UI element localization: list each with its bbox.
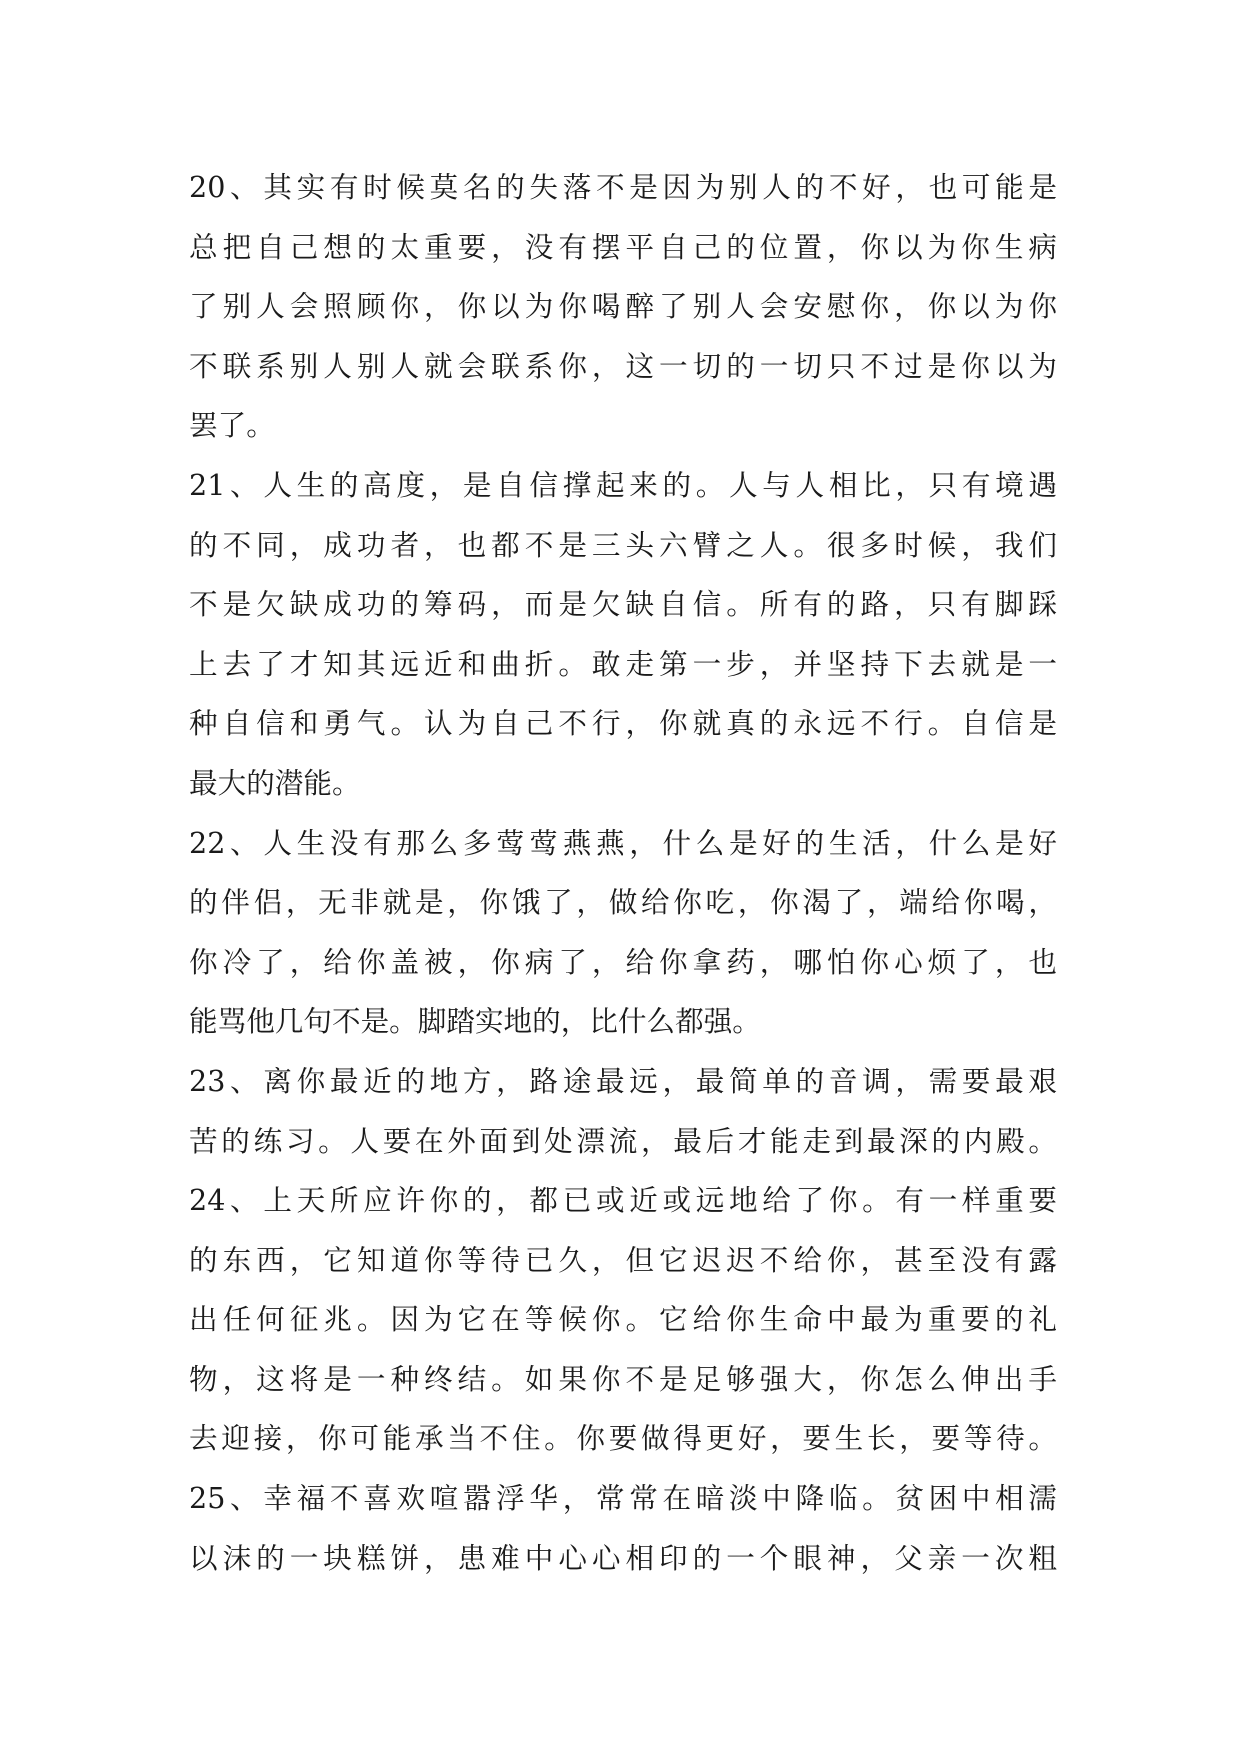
text-line: 上去了才知其远近和曲折。敢走第一步，并坚持下去就是一 (189, 646, 1057, 681)
text-line: 不是欠缺成功的筹码，而是欠缺自信。所有的路，只有脚踩 (189, 587, 1057, 622)
text-line: 23、离你最近的地方，路途最远，最简单的音调，需要最艰 (189, 1063, 1057, 1098)
body-text (189, 158, 1057, 1588)
text-line: 罢了。 (189, 408, 275, 443)
text-line: 能骂他几句不是。脚踏实地的，比什么都强。 (189, 1004, 761, 1039)
text-line: 24、上天所应许你的，都已或近或远地给了你。有一样重要 (189, 1183, 1057, 1218)
text-line: 了别人会照顾你，你以为你喝醉了别人会安慰你，你以为你 (189, 289, 1057, 324)
text-line: 苦的练习。人要在外面到处漂流，最后才能走到最深的内殿。 (189, 1123, 1057, 1158)
text-line: 总把自己想的太重要，没有摆平自己的位置，你以为你生病 (189, 229, 1057, 264)
text-line: 22、人生没有那么多莺莺燕燕，什么是好的生活，什么是好 (189, 825, 1057, 860)
text-line: 出任何征兆。因为它在等候你。它给你生命中最为重要的礼 (189, 1302, 1057, 1337)
text-line: 种自信和勇气。认为自己不行，你就真的永远不行。自信是 (189, 706, 1057, 741)
text-line: 的东西，它知道你等待已久，但它迟迟不给你，甚至没有露 (189, 1242, 1057, 1277)
text-line: 你冷了，给你盖被，你病了，给你拿药，哪怕你心烦了，也 (189, 944, 1057, 979)
text-line: 的伴侣，无非就是，你饿了，做给你吃，你渴了，端给你喝， (189, 885, 1057, 920)
text-line: 最大的潜能。 (189, 765, 361, 800)
text-line: 20、其实有时候莫名的失落不是因为别人的不好，也可能是 (189, 170, 1057, 204)
text-line: 不联系别人别人就会联系你，这一切的一切只不过是你以为 (189, 348, 1057, 383)
text-line: 物，这将是一种终结。如果你不是足够强大，你怎么伸出手 (189, 1361, 1057, 1396)
text-line: 25、幸福不喜欢喧嚣浮华，常常在暗淡中降临。贫困中相濡 (189, 1481, 1057, 1516)
text-line: 以沫的一块糕饼，患难中心心相印的一个眼神，父亲一次粗 (189, 1540, 1057, 1575)
text-line: 的不同，成功者，也都不是三头六臂之人。很多时候，我们 (189, 527, 1057, 562)
text-line: 21、人生的高度，是自信撑起来的。人与人相比，只有境遇 (189, 467, 1057, 502)
text-line: 去迎接，你可能承当不住。你要做得更好，要生长，要等待。 (189, 1421, 1057, 1456)
